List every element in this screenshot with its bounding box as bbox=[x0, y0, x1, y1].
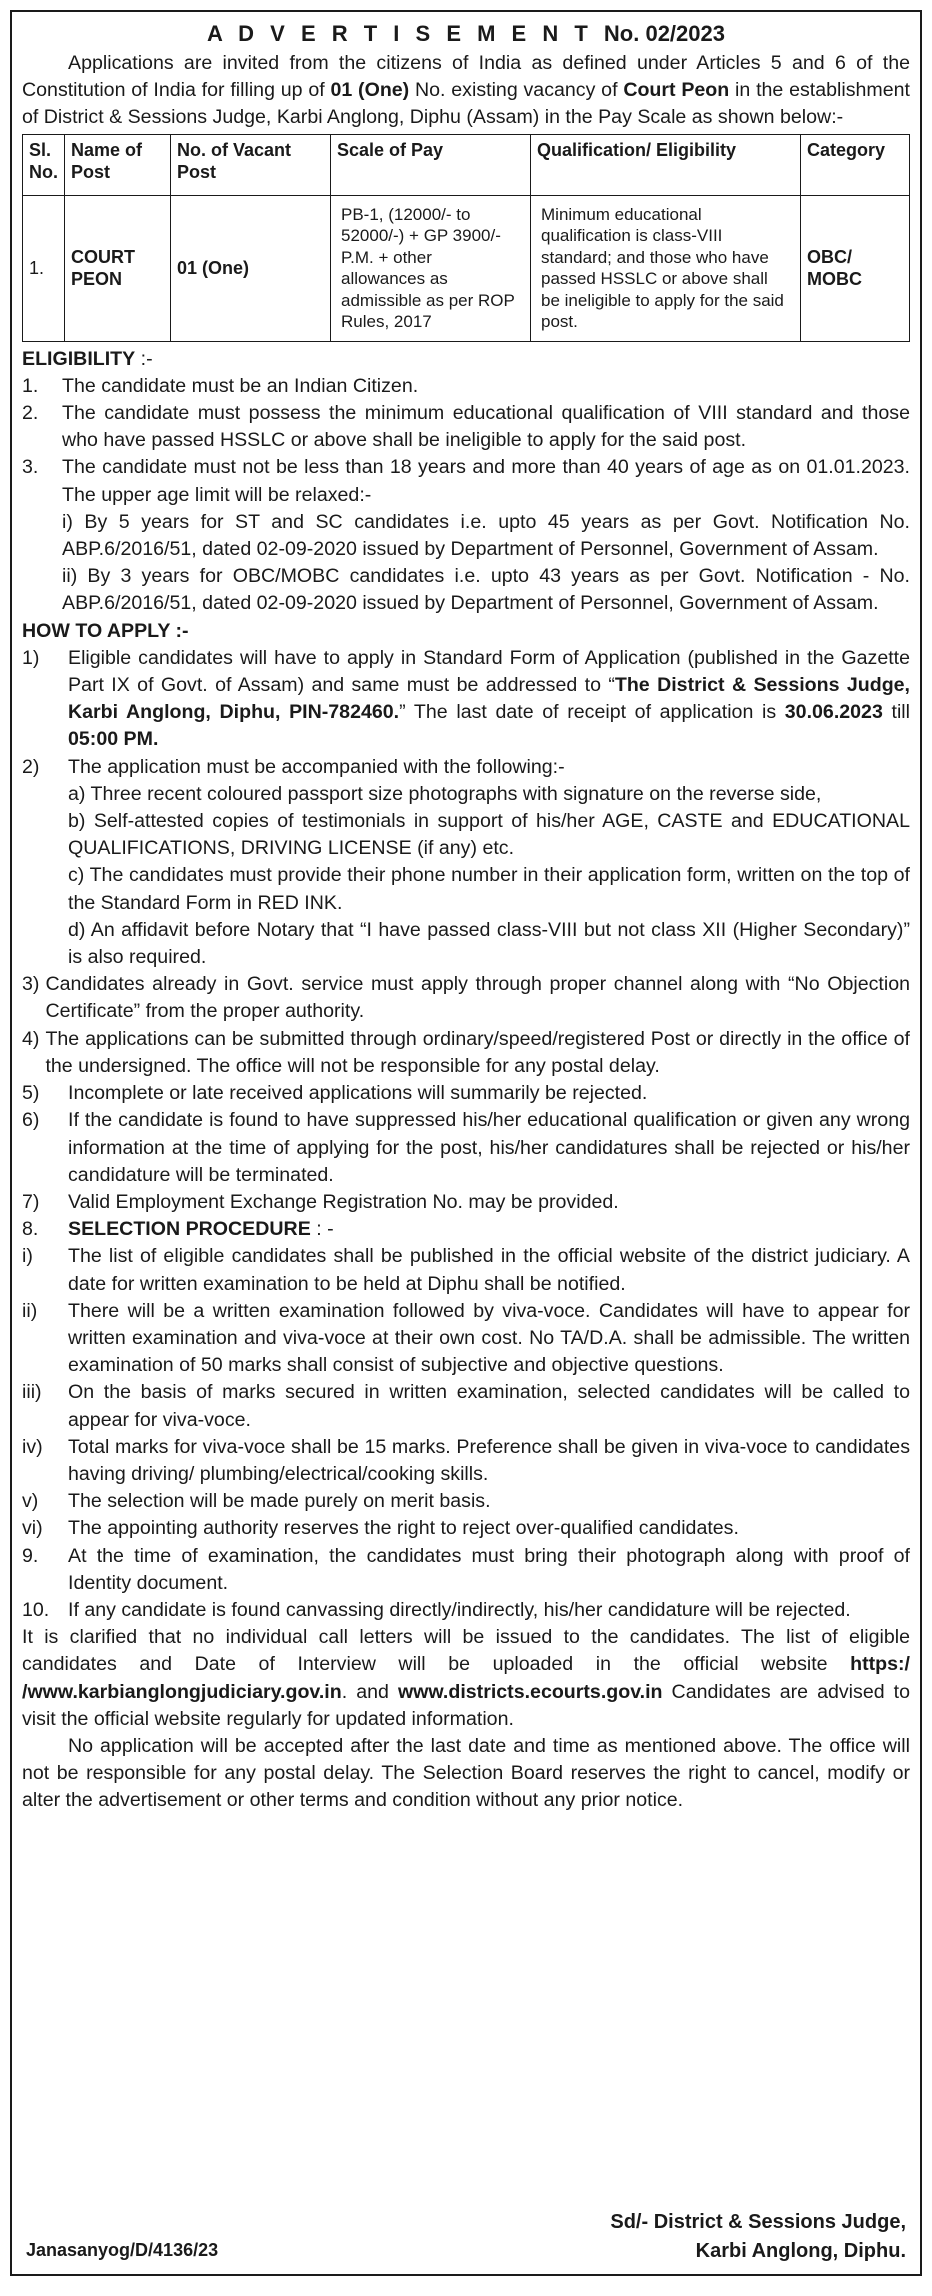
reference-number: Janasanyog/D/4136/23 bbox=[26, 2239, 219, 2260]
intro-paragraph: Applications are invited from the citizens of India as defined under Articles 5 and 6 of the Constitution of India for filling up of 01 (One) No. existing vacancy of Court Peon in the establishment of District & Sessions Judge, Karbi Anglong, Diphu (Assam) in the Pay Scale as shown below:- bbox=[22, 52, 910, 129]
title-text: A D V E R T I S E M E N T bbox=[207, 21, 593, 46]
list-item: ii) There will be a written examination followed by viva-voce. Candidates will have to appear for written examination and viva-voce at their own cost. No TA/D.A. shall be admissible. The written examination of 50 marks shall consist of subjective and objective questions. bbox=[22, 1299, 910, 1377]
list-item: 7) Valid Employment Exchange Registration No. may be provided. bbox=[22, 1190, 619, 1213]
vacancy-table bbox=[22, 134, 910, 342]
age-relaxation-st-sc: i) By 5 years for ST and SC candidates i.e. upto 45 years as per Govt. Notification No. ABP.6/2016/51, dated 02-09-2020 issued by Department of Personnel, Government of Assam. bbox=[62, 510, 910, 561]
advertisement-number: No. 02/2023 bbox=[603, 21, 725, 46]
list-item: 3) Candidates already in Govt. service must apply through proper channel along with “No Objection Certificate” from the proper authority. bbox=[22, 973, 910, 1023]
header-vacant-post: No. of Vacant Post bbox=[171, 134, 331, 195]
list-item: v) The selection will be made purely on merit basis. bbox=[22, 1490, 491, 1513]
website-link-karbianglong[interactable]: https:/ /www.karbianglongjudiciary.gov.in bbox=[22, 1653, 910, 1703]
clarification-paragraph: It is clarified that no individual call letters will be issued to the candidates. The list of eligible candidates and Date of Interview will be uploaded in the official website https:/ /www.karbianglongjudiciary.gov.in. and www.districts.ecourts.gov.in Candidates are advised to visit the official website regularly for updated information. bbox=[22, 1626, 910, 1730]
website-link-ecourts[interactable]: www.districts.ecourts.gov.in bbox=[397, 1680, 663, 1703]
list-item: vi) The appointing authority reserves the right to reject over-qualified candidates. bbox=[22, 1517, 739, 1540]
cell-vacant-post: 01 (One) bbox=[171, 195, 331, 341]
header-sl-no: Sl. No. bbox=[23, 134, 65, 195]
list-item: 1. The candidate must be an Indian Citizen. bbox=[22, 374, 419, 397]
list-item: 4) The applications can be submitted through ordinary/speed/registered Post or directly in the office of the undersigned. The office will not be responsible for any postal delay. bbox=[22, 1027, 910, 1077]
header-name-of-post: Name of Post bbox=[65, 134, 171, 195]
list-item: 2. The candidate must possess the minimum educational qualification of VIII standard and those who have passed HSSLC or above shall be ineligible to apply for the said post. bbox=[22, 402, 910, 452]
table-row bbox=[23, 195, 910, 341]
list-item: 2) The application must be accompanied with the following:- bbox=[22, 755, 565, 778]
advertisement-page bbox=[10, 10, 922, 2276]
advertisement-title bbox=[22, 20, 910, 48]
list-item: 10. If any candidate is found canvassing directly/indirectly, his/her candidature will be rejected. bbox=[22, 1598, 851, 1621]
list-item: 9. At the time of examination, the candidates must bring their photograph along with proof of Identity document. bbox=[22, 1544, 910, 1594]
list-item: i) The list of eligible candidates shall be published in the official website of the district judiciary. A date for written examination to be held at Diphu shall be notified. bbox=[22, 1245, 910, 1295]
vacancy-count: 01 (One) bbox=[330, 79, 410, 102]
list-item: 5) Incomplete or late received applications will summarily be rejected. bbox=[22, 1082, 648, 1105]
post-name: Court Peon bbox=[623, 79, 730, 102]
attachment-affidavit: d) An affidavit before Notary that “I have passed class-VIII but not class XII (Higher Secondary)” is also required. bbox=[68, 918, 910, 969]
eligibility-heading: ELIGIBILITY :- bbox=[22, 347, 153, 370]
list-item: 6) If the candidate is found to have suppressed his/her educational qualification or given any wrong information at the time of applying for the post, his/her candidatures shall be rejected or his/her candidature will be terminated. bbox=[22, 1109, 910, 1186]
cell-sl-no: 1. bbox=[23, 195, 65, 341]
closing-paragraph: No application will be accepted after the last date and time as mentioned above. The office will not be responsible for any postal delay. The Selection Board reserves the right to cancel, modify or alter the advertisement or other terms and condition without any prior notice. bbox=[22, 1734, 910, 1812]
table-header-row bbox=[23, 134, 910, 195]
signature-block bbox=[610, 2208, 906, 2266]
attachment-photographs: a) Three recent coloured passport size photographs with signature on the reverse side, bbox=[68, 782, 822, 805]
list-item: iii) On the basis of marks secured in written examination, selected candidates will be called to appear for viva-voce. bbox=[22, 1381, 910, 1431]
signature-line-1: Sd/- District & Sessions Judge, bbox=[610, 2211, 906, 2233]
cell-post-name: COURT PEON bbox=[65, 195, 171, 341]
cell-qualification: Minimum educational qualification is class-VIII standard; and those who have passed HSSLC or above shall be ineligible to apply for the said post. bbox=[531, 195, 801, 341]
attachment-testimonials: b) Self-attested copies of testimonials in support of his/her AGE, CASTE and EDUCATIONAL QUALIFICATIONS, DRIVING LICENSE (if any) etc. bbox=[68, 810, 910, 860]
attachment-phone-number: c) The candidates must provide their phone number in their application form, written on the top of the Standard Form in RED INK. bbox=[68, 864, 910, 914]
list-item: 3. The candidate must not be less than 18 years and more than 40 years of age as on 01.01.2023. The upper age limit will be relaxed:- bbox=[22, 456, 910, 506]
signature-line-2: Karbi Anglong, Diphu. bbox=[695, 2240, 906, 2262]
cell-scale-of-pay: PB-1, (12000/- to 52000/-) + GP 3900/- P.M. + other allowances as admissible as per ROP Rules, 2017 bbox=[331, 195, 531, 341]
last-time: 05:00 PM. bbox=[68, 728, 159, 751]
age-relaxation-obc-mobc: ii) By 3 years for OBC/MOBC candidates i.e. upto 43 years as per Govt. Notification - No. ABP.6/2016/51, dated 02-09-2020 issued by Department of Personnel, Government of Assam. bbox=[62, 565, 910, 615]
selection-procedure-heading: 8. SELECTION PROCEDURE : - bbox=[22, 1218, 334, 1241]
address: The District & Sessions Judge, Karbi Anglong, Diphu, PIN-782460. bbox=[68, 674, 911, 724]
header-qualification: Qualification/ Eligibility bbox=[531, 134, 801, 195]
last-date: 30.06.2023 bbox=[784, 701, 883, 724]
cell-category: OBC/ MOBC bbox=[801, 195, 910, 341]
header-scale-of-pay: Scale of Pay bbox=[331, 134, 531, 195]
header-category: Category bbox=[801, 134, 910, 195]
list-item: iv) Total marks for viva-voce shall be 15 marks. Preference shall be given in viva-voce to candidates having driving/ plumbing/electrical/cooking skills. bbox=[22, 1435, 910, 1485]
list-item: 1) Eligible candidates will have to apply in Standard Form of Application (published in the Gazette Part IX of Govt. of Assam) and same must be addressed to “The District & Sessions Judge, Karbi Anglong, Diphu, PIN-782460.” The last date of receipt of application is 30.06.2023 till 05:00 PM. bbox=[22, 646, 911, 751]
how-to-apply-heading: HOW TO APPLY :- bbox=[22, 619, 189, 642]
